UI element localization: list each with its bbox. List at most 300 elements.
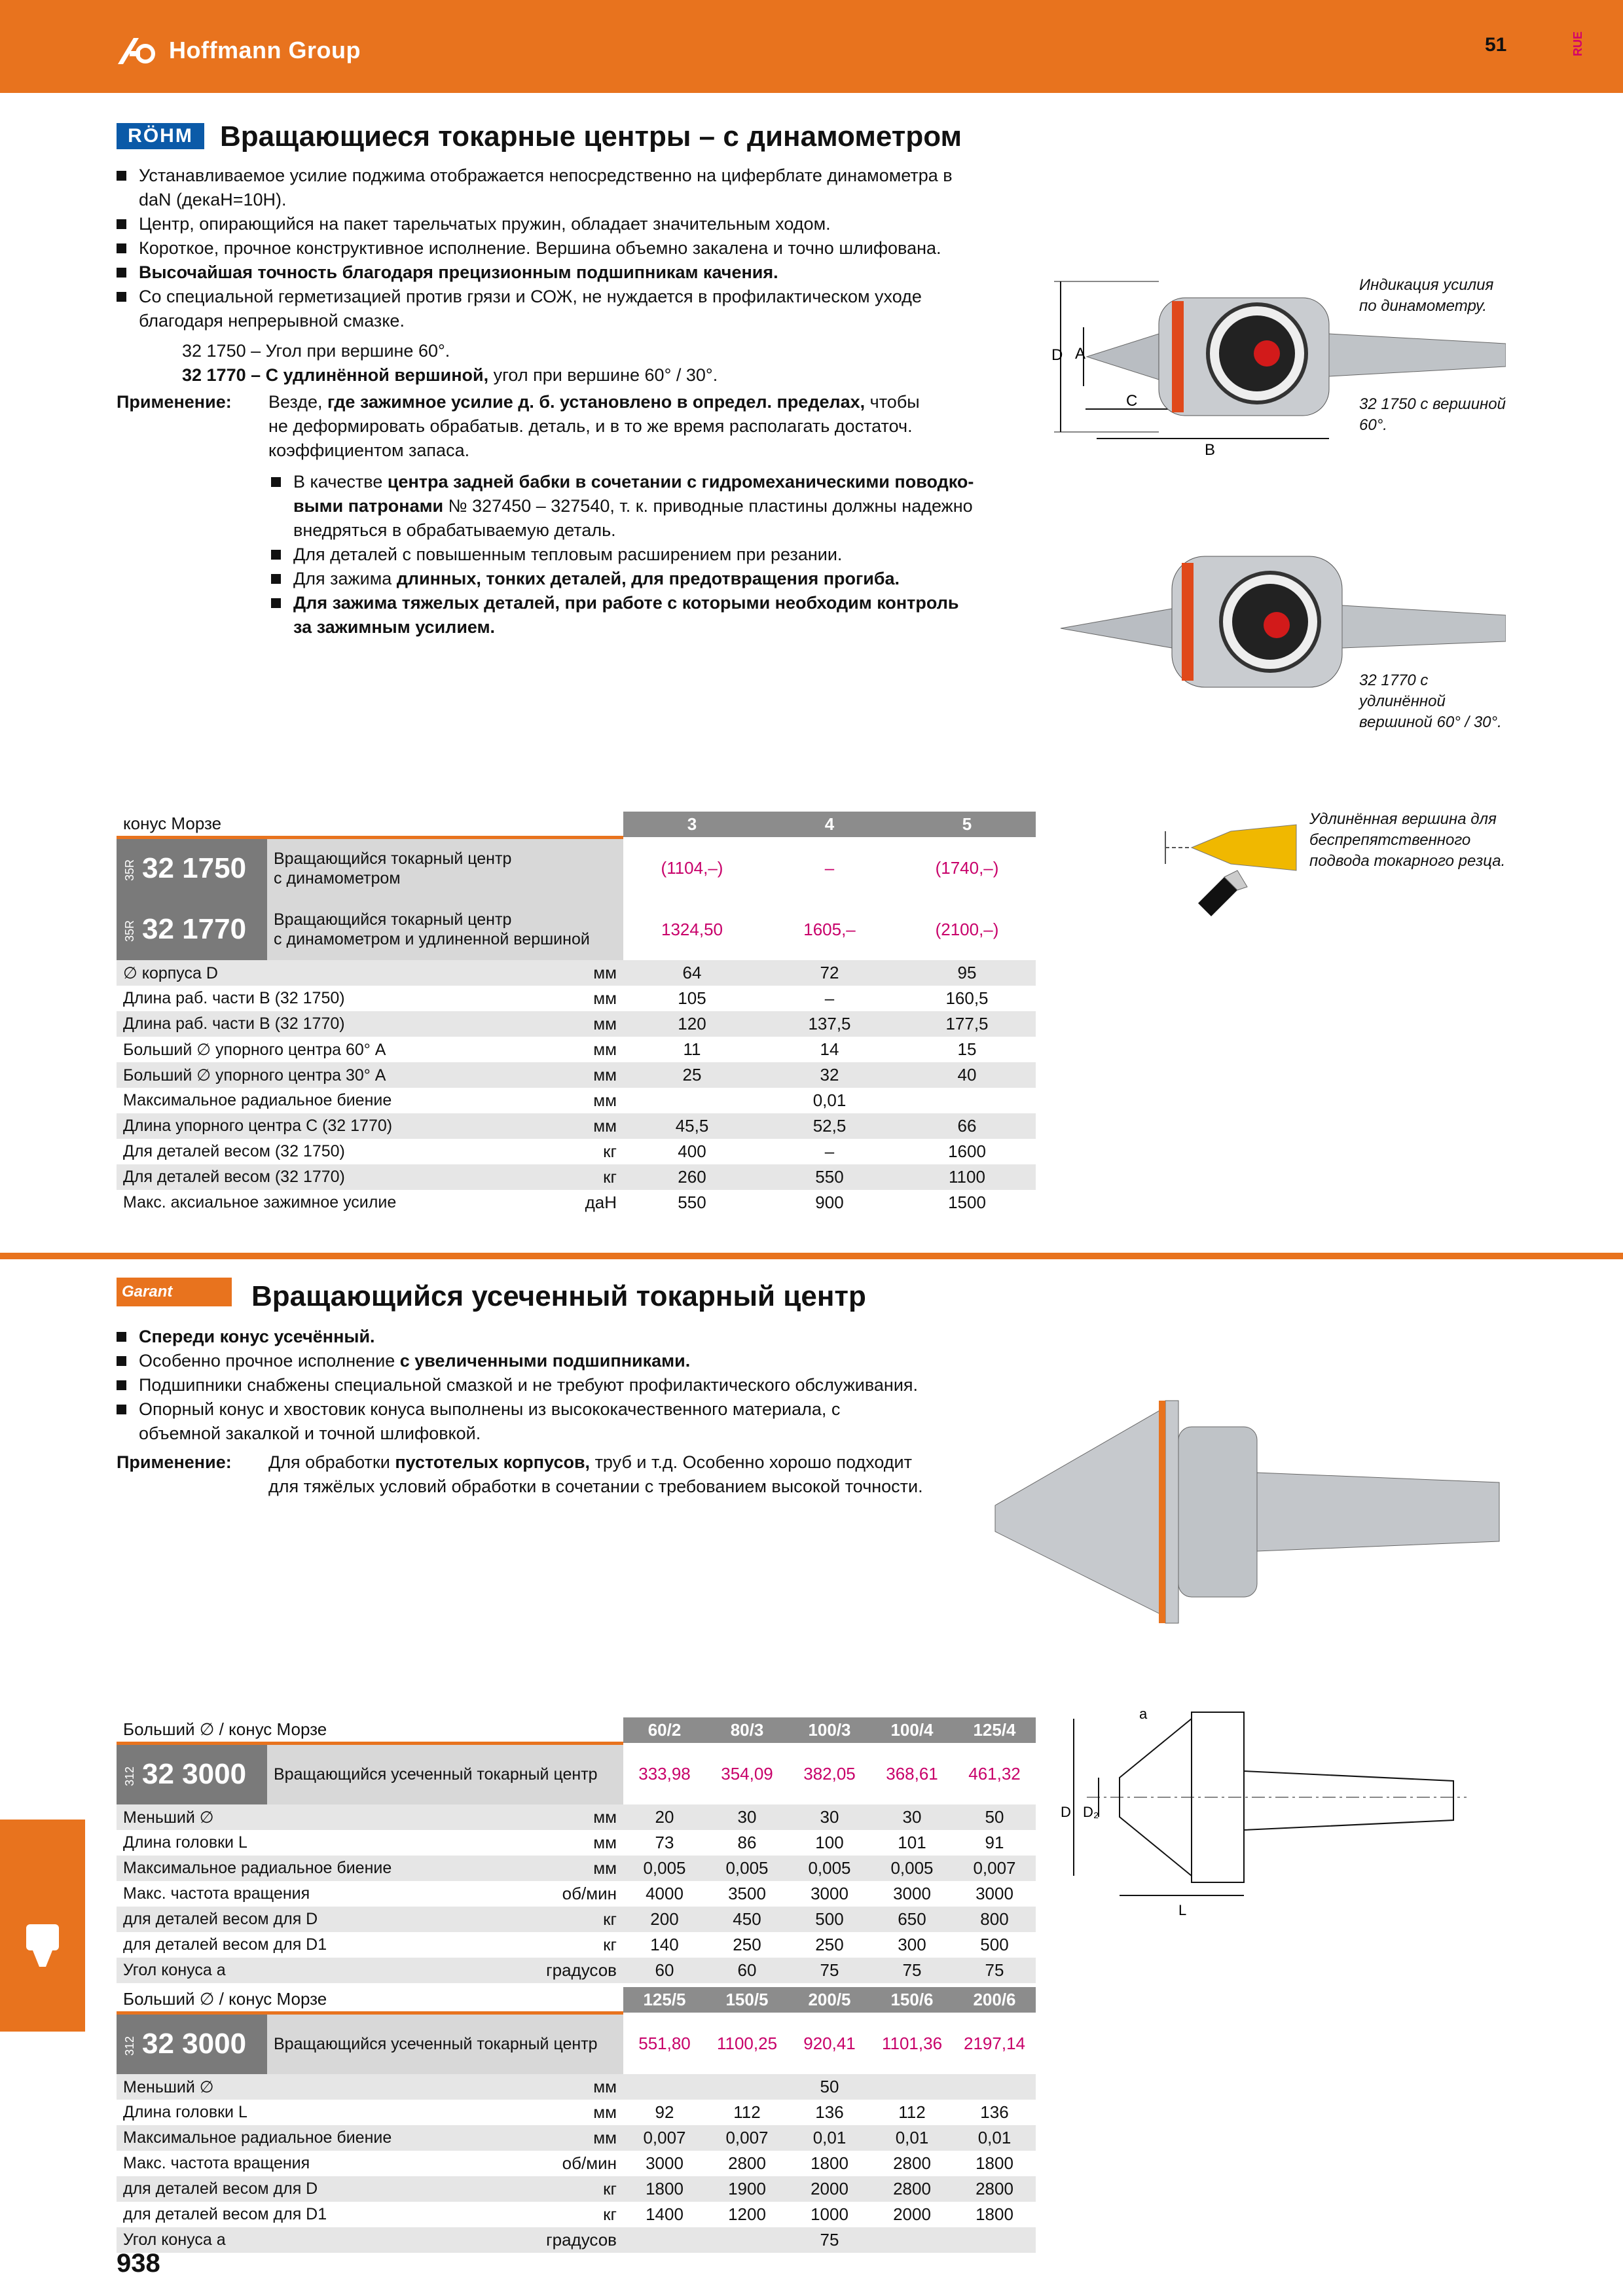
spec-value: 75 [953,1958,1036,1983]
spec-label: Меньший ∅ [117,1804,484,1830]
spec-value: 1200 [706,2202,788,2227]
article-number [117,1743,267,1804]
spec-unit: мм [484,2125,623,2151]
spec-value: 0,005 [788,1856,871,1881]
brand-name: Hoffmann Group [169,37,361,63]
dim-B-label: B [1205,441,1216,459]
price-cell: 2197,14 [964,2033,1025,2053]
spec-label: Макс. частота вращения [117,2151,484,2176]
bold-text: выми патронами [293,496,444,516]
text: Для обработки [268,1452,395,1472]
application-text-2 [268,1450,1015,1499]
spec-label: для деталей весом для D [117,2176,484,2202]
spec-value: – [761,1139,898,1164]
spec-value: 1100 [898,1164,1036,1190]
spec-unit: мм [535,986,623,1011]
price-cell: 368,61 [886,1763,938,1784]
spec-unit: даН [535,1190,623,1215]
spec-unit: об/мин [484,1881,623,1907]
spec-row [117,1804,1036,1830]
bullet-text: Устанавливаемое усилие поджима отображается непосредственно на циферблате динамометра в [139,166,953,185]
bullet-item [117,260,1046,285]
spec-row [117,1088,1036,1113]
spec-row [117,1164,1036,1190]
garant-brand-logo: Garant [117,1278,232,1306]
dim-C-label: C [1126,392,1138,410]
spec-value: 0,01 [623,1088,1036,1113]
spec-table-garant-2 [117,1987,1036,2253]
article-row [117,1743,1036,1804]
price-cell: 333,98 [638,1763,691,1784]
caption-line: 32 1770 с [1359,672,1429,689]
spec-row [117,1062,1036,1088]
spec-unit: мм [484,1856,623,1881]
spec-row [117,1856,1036,1881]
spec-value: 1000 [788,2202,871,2227]
dim-D-label-2: D [1061,1804,1071,1820]
spec-label: для деталей весом для D [117,1907,484,1932]
table-header-label: Больший ∅ / конус Морзе [117,1717,623,1743]
spec-label: Больший ∅ упорного центра 30° A [117,1062,535,1088]
spec-value: 50 [623,2074,1036,2100]
bullet-text: daN (декаН=10Н). [139,190,287,209]
spec-label: Максимальное радиальное биение [117,1088,535,1113]
article-number [117,899,267,960]
caption-line: Удлинённая вершина для [1309,810,1497,828]
spec-value: 30 [871,1804,953,1830]
section2-bullets [117,1325,1046,1446]
caption-line: 60°. [1359,416,1387,434]
column-header: 125/4 [953,1717,1036,1743]
bullet-item [117,212,1046,236]
spec-value: 2800 [871,2176,953,2202]
bullet-text: Со специальной герметизацией против грязи и СОЖ, не нуждается в профилактическом уходе [139,287,922,306]
dim-A-label: A [1075,345,1086,363]
sub-bullet-item [271,567,1057,591]
spec-row [117,1011,1036,1037]
spec-value: 45,5 [623,1113,761,1139]
spec-row [117,2151,1036,2176]
caption-line: подвода токарного резца. [1309,852,1506,870]
spec-value: 0,01 [953,2125,1036,2151]
description-line: с динамометром [274,869,401,888]
spec-value: 86 [706,1830,788,1856]
spec-label: Длина головки L [117,2100,484,2125]
spec-value: 66 [898,1113,1036,1139]
spec-value: 140 [623,1932,706,1958]
spec-value: 64 [623,960,761,986]
language-tag: RUE [1571,31,1584,57]
spec-unit: кг [484,1932,623,1958]
table-header-label: Больший ∅ / конус Морзе [117,1987,623,2013]
spec-row [117,960,1036,986]
description-line: с динамометром и удлиненной вершиной [274,930,590,948]
spec-label: Макс. частота вращения [117,1881,484,1907]
spec-unit: градусов [484,2227,623,2253]
spec-label: Длина раб. части B (32 1770) [117,1011,535,1037]
price-cell: – [824,857,835,878]
spec-label: Больший ∅ упорного центра 60° A [117,1037,535,1062]
dim-a-label: a [1139,1706,1148,1722]
spec-value: 2000 [871,2202,953,2227]
application-line-text [268,440,469,460]
table-header-row [117,812,1036,837]
spec-row [117,1113,1036,1139]
spec-label: Угол конуса a [117,2227,484,2253]
spec-value: 450 [706,1907,788,1932]
spec-value: 550 [761,1164,898,1190]
spec-unit: мм [535,960,623,986]
spec-value: 32 [761,1062,898,1088]
column-header: 3 [623,812,761,837]
price-cell: 461,32 [968,1763,1021,1784]
application-line [268,1450,1015,1475]
sub-bullet-text [293,496,973,516]
spec-value: 250 [706,1932,788,1958]
caption-line: беспрепятственного [1309,831,1471,849]
spec-value: 25 [623,1062,761,1088]
price-cell: 1324,50 [661,919,723,939]
article-code: 32 3000 [142,1758,247,1791]
section2-title: Вращающийся усеченный токарный центр [251,1280,866,1312]
spec-value: 300 [871,1932,953,1958]
spec-unit: мм [484,2100,623,2125]
spec-value: 120 [623,1011,761,1037]
column-header: 4 [761,812,898,837]
text: Для зажима [293,569,397,588]
caption-line: по динамометру. [1359,297,1487,315]
truncated-center-image [982,1374,1525,1649]
page-number-bottom: 938 [117,2249,160,2278]
bullet-text [139,1327,375,1346]
text: коэффициентом запаса. [268,440,470,460]
spec-row [117,2227,1036,2253]
spec-value: 500 [788,1907,871,1932]
page-number-top: 51 [1485,34,1507,56]
table-header-label: конус Морзе [117,812,623,837]
article-description [267,2013,623,2074]
spec-value: 136 [788,2100,871,2125]
spec-value: 1500 [898,1190,1036,1215]
sub-bullet-text [293,617,495,637]
spec-value: 60 [623,1958,706,1983]
text: № 327450 – 327540, т. к. приводные пластины должны надежно [443,496,973,516]
caption-1770 [1359,670,1502,733]
spec-value: 3500 [706,1881,788,1907]
spec-value: 11 [623,1037,761,1062]
price-cell: (2100,–) [935,919,999,939]
spec-label: Угол конуса a [117,1958,484,1983]
article-row [117,2013,1036,2074]
bullet-text: Короткое, прочное конструктивное исполнение. Вершина объемно закалена и точно шлифована. [139,238,941,258]
spec-row [117,2100,1036,2125]
spec-value: 75 [788,1958,871,1983]
bullet-text [139,1424,481,1443]
spec-value: 105 [623,986,761,1011]
hoffmann-logo-icon [117,35,162,65]
spec-value: 3000 [871,1881,953,1907]
spec-value: 40 [898,1062,1036,1088]
spec-table-garant-1 [117,1717,1036,1983]
spec-unit: мм [535,1113,623,1139]
spec-row [117,1958,1036,1983]
application-line [268,414,1054,439]
bold-text: длинных, тонких деталей, для предотвращения прогиба. [396,569,900,588]
spec-label: Максимальное радиальное биение [117,2125,484,2151]
application-line-text [268,416,913,436]
spec-value: 650 [871,1907,953,1932]
spec-value: 500 [953,1932,1036,1958]
bullet-text [139,1375,918,1395]
spec-label: для деталей весом для D1 [117,2202,484,2227]
article-prefix: 312 [123,2036,136,2056]
column-header: 60/2 [623,1717,706,1743]
column-header: 200/5 [788,1987,871,2013]
text: Особенно прочное исполнение [139,1351,400,1371]
spec-unit: градусов [484,1958,623,1983]
spec-value: 136 [953,2100,1036,2125]
spec-value: 73 [623,1830,706,1856]
spec-value: 0,007 [706,2125,788,2151]
table-header-row [117,1987,1036,2013]
article-code: 32 3000 [142,2028,247,2060]
bullet-text [139,1351,690,1371]
price-cell: 354,09 [721,1763,773,1784]
spec-unit: кг [484,1907,623,1932]
dim-D-label: D [1051,346,1063,364]
spec-value: 101 [871,1830,953,1856]
price-cell: 1100,25 [716,2033,778,2053]
bullet-item [117,164,1046,212]
spec-unit: кг [484,2202,623,2227]
bold-text: Для зажима тяжелых деталей, при работе с которыми необходим контроль [293,593,959,613]
text: Везде, [268,392,327,412]
column-header: 100/4 [871,1717,953,1743]
description-line: Вращающийся токарный центр [274,910,512,929]
spec-table-rohm [117,812,1036,1215]
sub-bullet-text [293,520,616,540]
bold-text: с увеличенными подшипниками. [399,1351,691,1371]
spec-value: 3000 [623,2151,706,2176]
spec-value: 50 [953,1804,1036,1830]
spec-value: 0,01 [788,2125,871,2151]
bullet-item [117,236,1046,260]
spec-value: 52,5 [761,1113,898,1139]
article-description [267,837,623,899]
spec-value: 0,007 [953,1856,1036,1881]
spec-value: 900 [761,1190,898,1215]
spec-value: 2800 [953,2176,1036,2202]
spec-value: 400 [623,1139,761,1164]
spec-value: 30 [788,1804,871,1830]
spec-value: 1600 [898,1139,1036,1164]
spec-value: 91 [953,1830,1036,1856]
spec-value: 0,01 [871,2125,953,2151]
caption-force-indication [1359,275,1493,317]
spec-label: Макс. аксиальное зажимное усилие [117,1190,535,1215]
hoffmann-logo [117,35,361,65]
spec-unit: мм [484,1804,623,1830]
bold-text: где зажимное усилие д. б. установлено в определ. пределах, [327,392,866,412]
description-line: Вращающийся токарный центр [274,850,512,869]
column-header: 150/6 [871,1987,953,2013]
bold-text: центра задней бабки в сочетании с гидромеханическими поводко- [387,472,974,492]
spec-value: 4000 [623,1881,706,1907]
text: Подшипники снабжены специальной смазкой и не требуют профилактического обслуживания. [139,1375,919,1395]
spec-row [117,2074,1036,2100]
truncated-center-dimension-diagram [1061,1679,1480,1928]
text: не деформировать обрабатыв. деталь, и в то же время располагать достаточ. [268,416,913,436]
caption-line: удлинённой [1359,692,1446,710]
sub-bullet-item [271,543,1057,567]
spec-label: Длина раб. части B (32 1750) [117,986,535,1011]
variant-1770 [182,363,718,387]
description-line: Вращающийся усеченный токарный центр [274,2035,598,2054]
spec-value: 0,007 [623,2125,706,2151]
sub-bullet-text [293,545,842,564]
spec-value: 250 [788,1932,871,1958]
spec-value: 200 [623,1907,706,1932]
text: Для деталей с повышенным тепловым расширением при резании. [293,545,843,564]
bullet-text [139,1399,840,1419]
spec-row [117,1881,1036,1907]
bullet-text: благодаря непрерывной смазке. [139,311,405,331]
spec-unit: мм [484,2074,623,2100]
caption-line: вершиной 60° / 30°. [1359,713,1502,731]
spec-value: 2800 [871,2151,953,2176]
application-line-text [268,1477,923,1496]
spec-value: 0,005 [706,1856,788,1881]
article-code: 32 1750 [142,852,247,885]
spec-unit: об/мин [484,2151,623,2176]
bullet-item [117,1397,1046,1446]
spec-label: Длина упорного центра C (32 1770) [117,1113,535,1139]
article-row [117,837,1036,899]
price-cell: 920,41 [803,2033,856,2053]
caption-line: 32 1750 с вершиной [1359,395,1506,413]
live-center-tab-icon [20,1918,65,1970]
table-header-row [117,1717,1036,1743]
spec-unit: мм [484,1830,623,1856]
application-text-1 [268,390,1054,463]
article-prefix: 35R [123,920,136,942]
side-tab [0,1820,85,2032]
sub-bullet-item [271,591,1057,639]
spec-unit: кг [535,1164,623,1190]
text: чтобы [865,392,920,412]
text: труб и т.д. Особенно хорошо подходит [590,1452,913,1472]
spec-value: 95 [898,960,1036,986]
spec-value: 1400 [623,2202,706,2227]
article-number [117,2013,267,2074]
application-line-text [268,1452,912,1472]
spec-row [117,1190,1036,1215]
article-description [267,899,623,960]
variant-1770-bold: 32 1770 – С удлинённой вершиной, [182,365,489,385]
spec-unit: мм [535,1011,623,1037]
spec-row [117,1907,1036,1932]
section1-bullets [117,164,1046,333]
article-prefix: 35R [123,859,136,882]
price-cell: (1104,–) [661,857,723,878]
spec-value: 0,005 [871,1856,953,1881]
spec-value: 1900 [706,2176,788,2202]
spec-value: 72 [761,960,898,986]
spec-unit: кг [535,1139,623,1164]
article-description [267,1743,623,1804]
spec-value: 2800 [706,2151,788,2176]
sub-bullet-text [293,593,958,613]
spec-value: 1800 [623,2176,706,2202]
caption-extended-tip [1309,809,1505,872]
variant-1750: 32 1750 – Угол при вершине 60°. [182,341,450,361]
spec-value: 1800 [788,2151,871,2176]
spec-value: 75 [871,1958,953,1983]
spec-row [117,1139,1036,1164]
spec-value: 3000 [788,1881,871,1907]
text: внедряться в обрабатываемую деталь. [293,520,616,540]
bullet-item [117,285,1046,333]
application-line-text [268,392,920,412]
spec-value: 160,5 [898,986,1036,1011]
bold-text: за зажимным усилием. [293,617,496,637]
description-line: Вращающийся усеченный токарный центр [274,1765,598,1784]
spec-value: 30 [706,1804,788,1830]
spec-row [117,1037,1036,1062]
spec-value: 60 [706,1958,788,1983]
spec-unit: кг [484,2176,623,2202]
spec-row [117,2202,1036,2227]
price-cell: 1605,– [803,919,856,939]
text: объемной закалкой и точной шлифовкой. [139,1424,481,1443]
column-header: 5 [898,812,1036,837]
spec-value: 1800 [953,2151,1036,2176]
spec-label: Максимальное радиальное биение [117,1856,484,1881]
application-line [268,1475,1015,1499]
sub-bullet-text [293,569,900,588]
dim-D2-label: D₂ [1083,1804,1099,1820]
article-code: 32 1770 [142,913,247,945]
spec-row [117,986,1036,1011]
spec-label: Для деталей весом (32 1750) [117,1139,535,1164]
application-line [268,390,1054,414]
spec-label: Длина головки L [117,1830,484,1856]
application-sub-bullets [271,470,1057,639]
spec-label: Меньший ∅ [117,2074,484,2100]
column-header: 200/6 [953,1987,1036,2013]
spec-row [117,2125,1036,2151]
application-line [268,439,1054,463]
application-label-1: Применение: [117,392,232,412]
caption-1750 [1359,394,1506,436]
spec-value: 14 [761,1037,898,1062]
spec-value: 112 [706,2100,788,2125]
price-cell: 382,05 [803,1763,856,1784]
spec-row [117,1830,1036,1856]
text: для тяжёлых условий обработки в сочетании с требованием высокой точности. [268,1477,923,1496]
spec-value: 1800 [953,2202,1036,2227]
spec-label: Для деталей весом (32 1770) [117,1164,535,1190]
section1-title: Вращающиеся токарные центры – с динамометром [220,120,962,152]
spec-value: 92 [623,2100,706,2125]
spec-value: 800 [953,1907,1036,1932]
text: В качестве [293,472,388,492]
bold-text: Спереди конус усечённый. [139,1327,375,1346]
spec-value: – [761,986,898,1011]
application-label-2: Применение: [117,1452,232,1472]
spec-value: 550 [623,1190,761,1215]
spec-value: 2000 [788,2176,871,2202]
